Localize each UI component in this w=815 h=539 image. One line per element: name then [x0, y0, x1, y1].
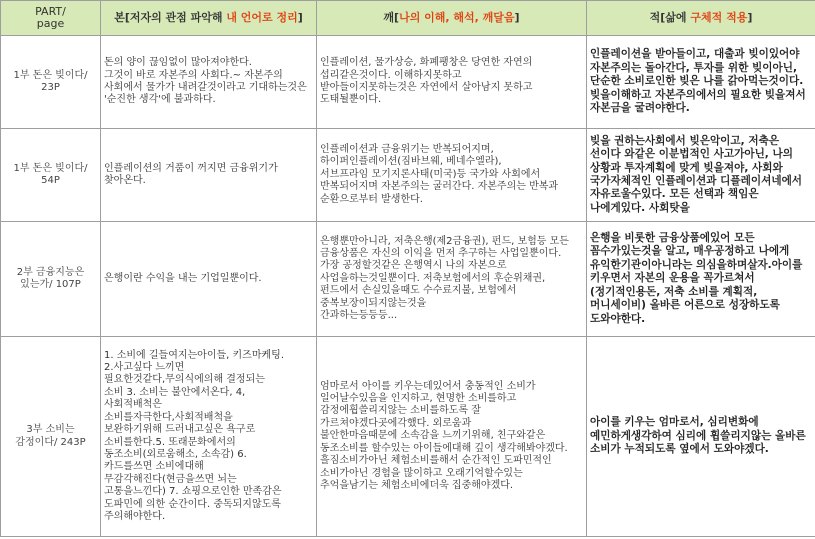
table-row: [1, 36, 815, 129]
header-row: [1, 1, 815, 36]
main-cell: 인플레이션의 거품이 꺼지면 금융위기가 찾아온다.: [101, 129, 317, 222]
main-cell: 은행이란 수익을 내는 기업일뿐이다.: [101, 222, 317, 337]
main-cell: 돈의 양이 끊임없이 많아져야한다. 그것이 바로 자본주의 사회다.~ 자본주의 사회에서 물가가 내려갈것이라고 기대하는것은 '순진한 생각'에 불과하다.: [101, 36, 317, 129]
part-cell: 2부 금융지능은 있는가/ 107P: [1, 222, 101, 337]
main-cell: 1. 소비에 길들여지는아이들, 키즈마케팅. 2.사고싶다 느끼면 필요한것같다,무의식에의해 결정되는 소비 3. 소비는 불안에서온다, 4, 사회적배척은 소비를자극한다,사회적배척을 보완하기위해 드러내고싶은 욕구로 소비를한다.5. 또래문화에서의 동조소비(외로움해소, 소속감) 6. 카드를쓰면 소비에대해 무감각해진다(현금을쓰면 뇌는 고통을느낀다) 7. 쇼핑으로인한 만족감은 도파민에 의한 순간이다. 중독되지않도록 주의해야한다.: [101, 337, 317, 537]
part-cell: 1부 돈은 빚이다/ 23P: [1, 36, 101, 129]
apply-cell: 빚을 권하는사회에서 빚은악이고, 저축은 선이다 와같은 이분법적인 사고가아닌, 나의 상황과 투자계획에 맞게 빚을져야, 사회와 국가자체적인 인플레이션과 디플레이셔네에서 자유로울수있다. 모든 선택과 책임은 나에게있다. 사회탓을: [587, 129, 815, 222]
part-cell: 1부 돈은 빚이다/ 54P: [1, 129, 101, 222]
header-insight: 깨[나의 이해, 해석, 깨달음]: [317, 1, 587, 36]
insight-cell: 인플레이션, 물가상승, 화폐팽창은 당연한 자연의 섭리같은것이다. 이해하지못하고 받아들이지못하는것은 자연에서 살아남지 못하고 도태될뿐이다.: [317, 36, 587, 129]
insight-cell: 엄마로서 아이를 키우는데있어서 충동적인 소비가 일어날수있음을 인지하고, 현명한 소비를하고 감정에휩쓸리지않는 소비를하도록 잘 가르쳐야겠다곳에각했다. 외로움과 불안한마음때문에 소속감을 느끼기위해, 친구와같은 동조소비를 할수있는 아이들에대해 깊이 생각해봐야겠다. 흘짐소비가아닌 체험소비를해서 순간적인 도파민적인 소비가아닌 경험을 많이하고 오래기억할수있는 추억을남기는 체험소비에더욱 집중해야겠다.: [317, 337, 587, 537]
table-row: [1, 222, 815, 337]
header-part: PART/ page: [1, 1, 101, 36]
insight-cell: 은행뿐만아니라, 저축은행(제2금융권), 펀드, 보험등 모든 금융상품은 자신의 이익을 먼저 추구하는 사업일뿐이다. 가장 공정할것같은 은행역시 나의 자본으로 사업을하는것일뿐이다. 저축보험에서의 후순위채권, 펀드에서 손실있을때도 수수료지불, 보험에서 중복보장이되지않는것을 간과하는등등등...: [317, 222, 587, 337]
apply-cell: 은행을 비롯한 금융상품에있어 모든 꼼수가있는것을 알고, 매우공정하고 나에게 유익한기관이아니라는 의심을하며살자.아이를 키우면서 자본의 운용을 꼭가르쳐서 (정기적인용돈, 저축 소비를 계획적, 머니세이비) 올바른 어른으로 성장하도록 도와야한다.: [587, 222, 815, 337]
apply-cell: 인플레이션을 받아들이고, 대출과 빚이있어야 자본주의는 돌아간다, 투자를 위한 빚이아닌, 단순한 소비로인한 빚은 나를 갉아먹는것이다. 빚을이해하고 자본주의에서의 필요한 빚을져서 자본금을 굴려야한다.: [587, 36, 815, 129]
table-row: [1, 337, 815, 537]
table-row: [1, 129, 815, 222]
part-cell: 3부 소비는 감정이다/ 243P: [1, 337, 101, 537]
apply-cell: 아이를 키우는 엄마로서, 심리변화에 예민하게생각하여 심리에 휩쓸리지않는 올바른 소비가 누적되도록 옆에서 도와야겠다.: [587, 337, 815, 537]
insight-cell: 인플레이션과 금융위기는 반복되어지며, 하이퍼인플레이션(짐바브웨, 베네수엘라), 서브프라임 모기지론사태(미국)등 국가와 사회에서 반복되어지며 자본주의는 굴러간다. 자본주의는 반복과 순환으로부터 발생한다.: [317, 129, 587, 222]
header-main: 본[저자의 관점 파악해 내 언어로 정리]: [101, 1, 317, 36]
header-apply: 적[삶에 구체적 적용]: [587, 1, 815, 36]
